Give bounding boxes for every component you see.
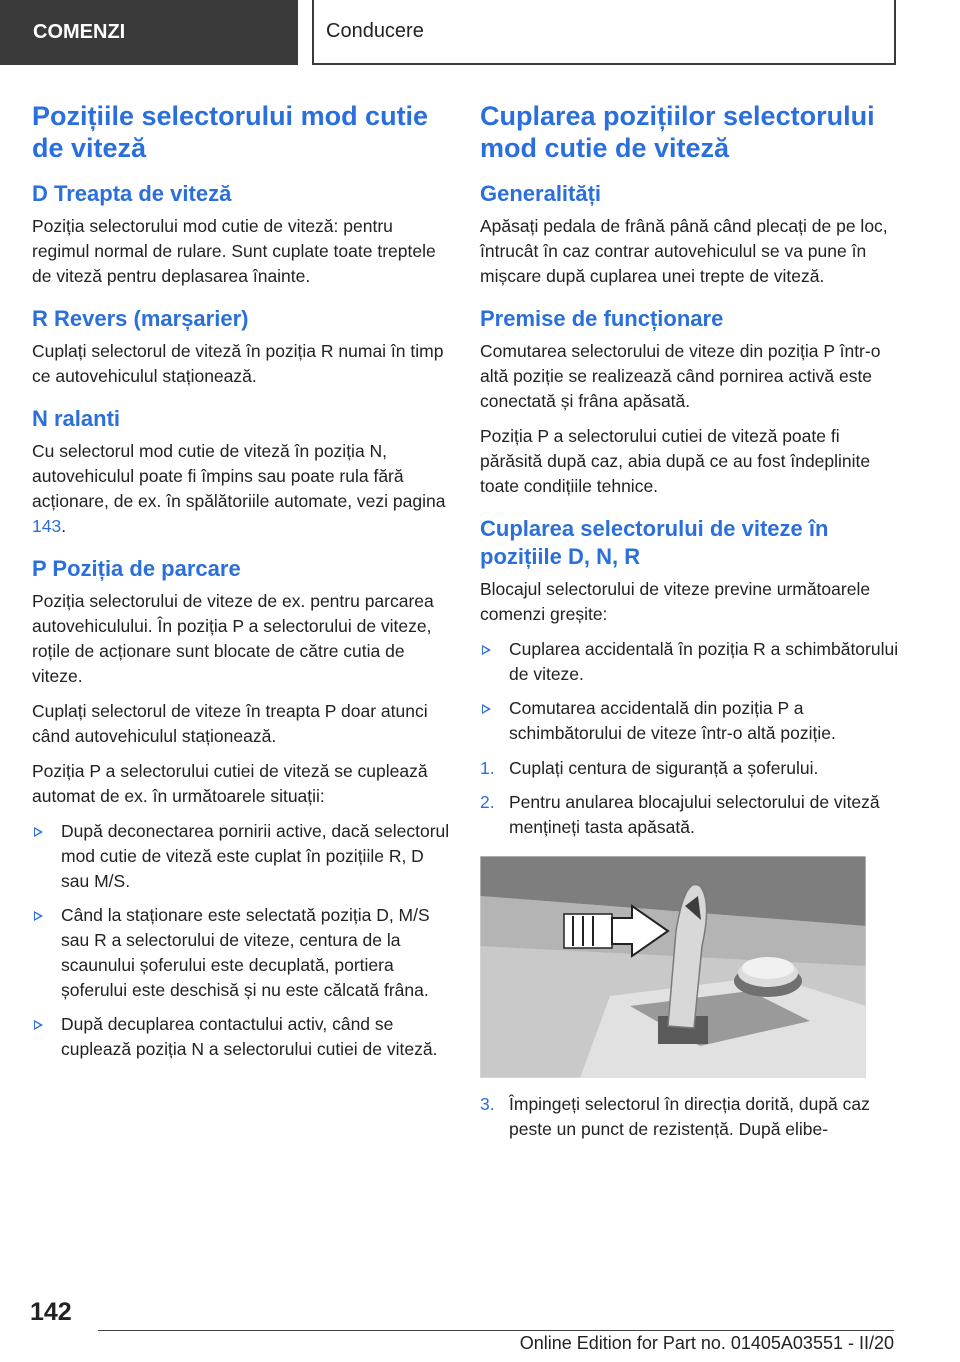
prem-heading: Premise de funcționare <box>480 306 724 331</box>
list-item <box>480 637 900 687</box>
right-column <box>480 100 900 1152</box>
gear-selector-drawing <box>480 856 866 1078</box>
gen-heading: Generalități <box>480 181 602 206</box>
right-title: Cuplarea pozițiilor selectorului mod cutie de viteză <box>480 101 875 163</box>
left-column <box>32 100 450 1072</box>
step-number: 3. <box>480 1094 495 1114</box>
step-text: Cuplați centura de siguranță a șoferului. <box>509 758 819 778</box>
section-header <box>312 0 896 65</box>
left-title: Pozițiile selectorului mod cutie de viteză <box>32 101 429 163</box>
footer-divider <box>98 1330 894 1331</box>
bullet-text: Când la staționare este selectată poziția D, M/S sau R a selectorului de viteze, centura de la scaunului șoferului este decuplată, portiera șoferului este deschisă și nu este călcată frâna. <box>61 905 430 1000</box>
step-text: Împingeți selectorul în direcția dorită, după caz peste un punct de rezistență. După elibe- <box>509 1094 870 1139</box>
list-item <box>32 1012 450 1062</box>
prem-text-1: Comutarea selectorului de viteze din poziția P într-o altă poziție se realizează când pornirea activă este conectată și frâna apăsată. <box>480 341 881 411</box>
edition-note: Online Edition for Part no. 01405A03551 - II/20 <box>519 1333 894 1353</box>
triangle-bullet-icon <box>482 645 491 655</box>
d-heading: D Treapta de viteză <box>32 181 232 206</box>
list-item <box>480 696 900 746</box>
chapter-tab <box>0 0 298 65</box>
list-item <box>480 790 900 840</box>
triangle-bullet-icon <box>482 704 491 714</box>
bullet-text: După decuplarea contactului activ, când se cuplează poziția N a selectorului cutiei de viteză. <box>61 1014 438 1059</box>
n-text: Cu selectorul mod cutie de viteză în poziția N, autovehiculul poate fi împins sau poate rula fără acționare, de ex. în spălătoriile automate, vezi pagina <box>32 441 446 511</box>
r-text: Cuplați selectorul de viteză în poziția R numai în timp ce autovehiculul staționează. <box>32 341 444 386</box>
step-number: 2. <box>480 792 495 812</box>
triangle-bullet-icon <box>34 911 43 921</box>
n-heading: N ralanti <box>32 406 121 431</box>
section-label: Conducere <box>326 20 424 42</box>
n-end: . <box>61 516 67 536</box>
bullet-text: După deconectarea pornirii active, dacă selectorul mod cutie de viteză este cuplat în pozițiile R, D sau M/S. <box>61 821 450 891</box>
step-number: 1. <box>480 758 495 778</box>
cupl-text: Blocajul selectorului de viteze previne următoarele comenzi greșite: <box>480 579 871 624</box>
page-number: 142 <box>30 1298 72 1326</box>
list-item <box>480 756 900 781</box>
r-heading: R Revers (marșarier) <box>32 306 249 331</box>
triangle-bullet-icon <box>34 1020 43 1030</box>
gen-text: Apăsați pedala de frână până când plecați de pe loc, întrucât în caz contrar autovehiculul se va pune în mișcare după cuplarea unei trepte de viteză. <box>480 216 888 286</box>
chapter-label: COMENZI <box>33 21 126 43</box>
cupl-heading: Cuplarea selectorului de viteze în pozițiile D, N, R <box>480 516 829 569</box>
p-text-1: Poziția selectorului de viteze de ex. pentru parcarea autovehiculului. În poziția P a selectorului de viteze, roțile de acționare sunt blocate de către cutia de viteze. <box>32 591 434 686</box>
triangle-bullet-icon <box>34 827 43 837</box>
n-paragraph <box>32 439 450 539</box>
gear-selector-illustration <box>480 856 866 1078</box>
steps-list-continued <box>480 1092 900 1142</box>
bullet-text: Cuplarea accidentală în poziția R a schimbătorului de viteze. <box>509 639 899 684</box>
p-text-2: Cuplați selectorul de viteze în treapta P doar atunci când autovehiculul staționează. <box>32 701 428 746</box>
d-text: Poziția selectorului mod cutie de viteză: pentru regimul normal de rulare. Sunt cuplate toate treptele de viteză pentru deplasarea înainte. <box>32 216 436 286</box>
list-item <box>32 903 450 1003</box>
page-link[interactable]: 143 <box>32 516 62 536</box>
bullet-text: Comutarea accidentală din poziția P a schimbătorului de viteze într-o altă poziție. <box>509 698 836 743</box>
p-heading: P Poziția de parcare <box>32 556 241 581</box>
list-item <box>480 1092 900 1142</box>
p-text-3: Poziția P a selectorului cutiei de viteză se cuplează automat de ex. în următoarele situații: <box>32 761 428 806</box>
step-text: Pentru anularea blocajului selectorului de viteză mențineți tasta apăsată. <box>509 792 880 837</box>
list-item <box>32 819 450 894</box>
left-bullet-list <box>32 819 450 1062</box>
prem-text-2: Poziția P a selectorului cutiei de viteză poate fi părăsită după caz, abia după ce au fost îndeplinite toate condițiile tehnice. <box>480 426 871 496</box>
right-bullet-list <box>480 637 900 746</box>
steps-list <box>480 756 900 840</box>
